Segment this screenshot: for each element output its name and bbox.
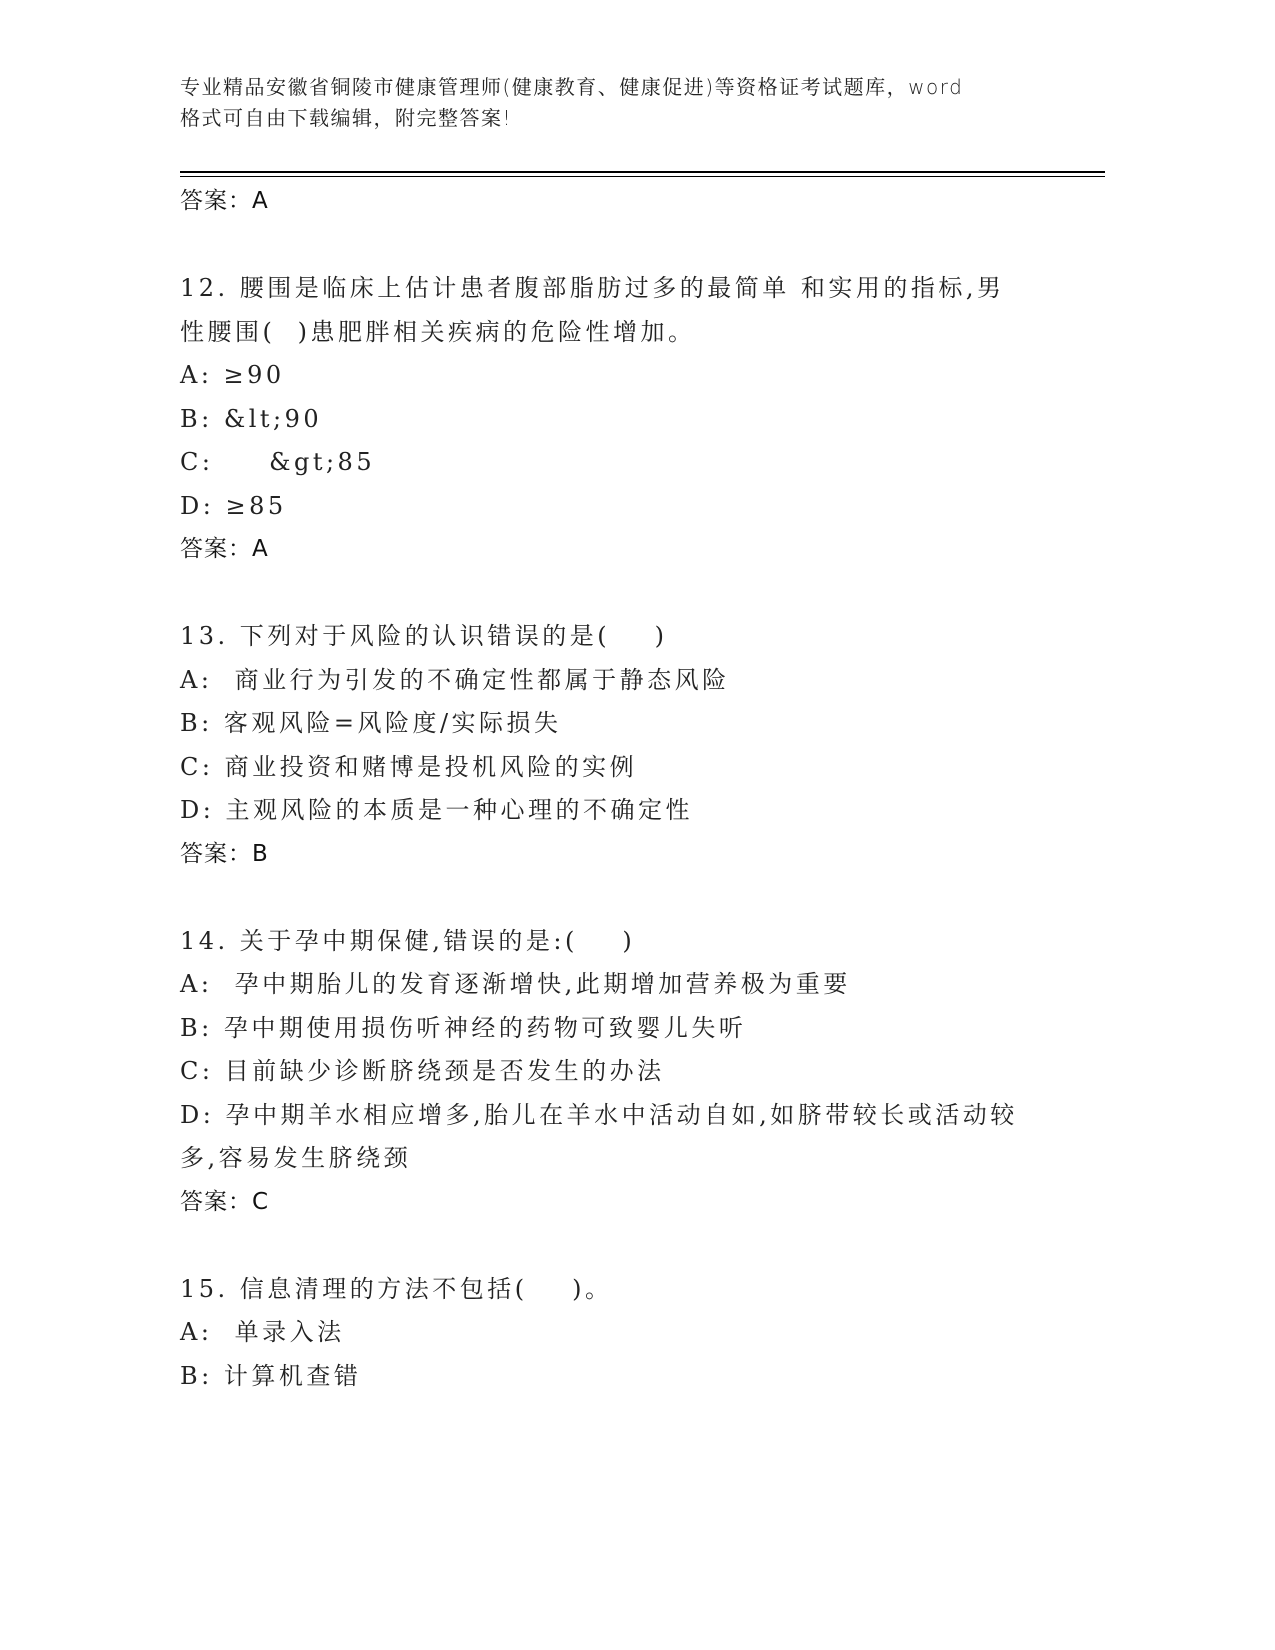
option-a: A: 单录入法 bbox=[180, 1318, 345, 1346]
question-list bbox=[180, 180, 1080, 1398]
answer-label: 答案：C bbox=[180, 1188, 270, 1215]
question-text: 13. 下列对于风险的认识错误的是( ) bbox=[180, 622, 668, 650]
option-a: A: 孕中期胎儿的发育逐渐增快,此期增加营养极为重要 bbox=[180, 970, 851, 998]
option-d: D: ≥85 bbox=[180, 491, 287, 520]
question-13 bbox=[180, 615, 1080, 876]
option-d: D: 孕中期羊水相应增多,胎儿在羊水中活动自如,如脐带较长或活动较 bbox=[180, 1100, 1018, 1129]
question-14 bbox=[180, 920, 1080, 1225]
question-text: 15. 信息清理的方法不包括( )。 bbox=[180, 1274, 613, 1303]
option-a: A: ≥90 bbox=[180, 361, 285, 389]
header-divider-top bbox=[180, 171, 1105, 173]
header-line-2: 格式可自由下载编辑，附完整答案! bbox=[180, 106, 513, 130]
question-text: 12. 腰围是临床上估计患者腹部脂肪过多的最简单 和实用的指标,男 bbox=[180, 274, 1005, 302]
header-divider-bottom bbox=[180, 176, 1105, 177]
option-a: A: 商业行为引发的不确定性都属于静态风险 bbox=[180, 665, 730, 694]
answer-label: 答案：A bbox=[180, 188, 269, 214]
header-line-1: 专业精品安徽省铜陵市健康管理师(健康教育、健康促进)等资格证考试题库，word bbox=[180, 75, 964, 99]
option-b: B: &lt;90 bbox=[180, 404, 323, 433]
answer-label: 答案：A bbox=[180, 536, 269, 562]
option-d-continued: 多,容易发生脐绕颈 bbox=[180, 1144, 412, 1172]
document-header bbox=[180, 72, 1060, 134]
question-text: 性腰围( )患肥胖相关疾病的危险性增加。 bbox=[180, 317, 696, 346]
option-d: D: 主观风险的本质是一种心理的不确定性 bbox=[180, 796, 693, 824]
option-b: B: 孕中期使用损伤听神经的药物可致婴儿失听 bbox=[180, 1013, 747, 1042]
question-text: 14. 关于孕中期保健,错误的是:( ) bbox=[180, 926, 636, 955]
option-b: B: 计算机查错 bbox=[180, 1361, 362, 1390]
answer-label: 答案：B bbox=[180, 840, 269, 867]
option-b: B: 客观风险=风险度/实际损失 bbox=[180, 709, 562, 737]
option-c: C: 目前缺少诊断脐绕颈是否发生的办法 bbox=[180, 1057, 665, 1085]
option-c: C: 商业投资和赌博是投机风险的实例 bbox=[180, 752, 638, 781]
option-c: C: &gt;85 bbox=[180, 448, 376, 476]
question-15 bbox=[180, 1268, 1080, 1399]
question-12 bbox=[180, 267, 1080, 572]
